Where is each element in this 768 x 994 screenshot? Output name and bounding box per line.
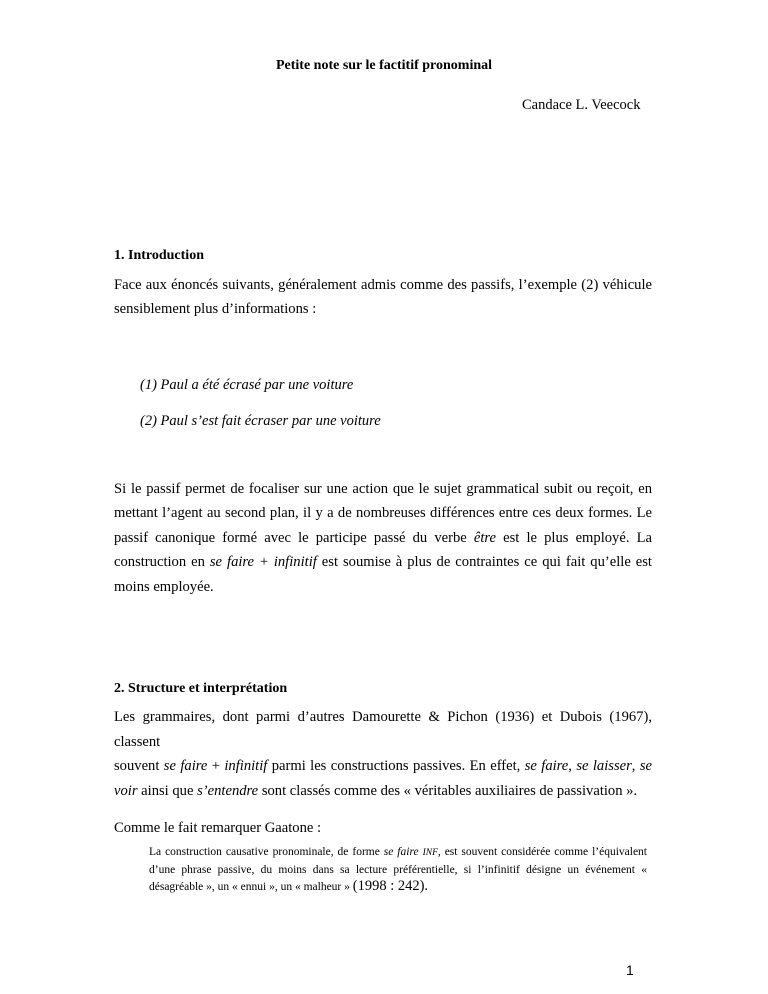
text-line: Les grammaires, dont parmi d’autres Damourette & Pichon (1936) et Dubois (1967), classent xyxy=(114,709,652,750)
document-title: Petite note sur le factitif pronominal xyxy=(275,58,493,73)
section-heading-introduction: 1. Introduction xyxy=(114,248,204,263)
structure-paragraph-1 xyxy=(114,705,652,803)
intro-paragraph-2 xyxy=(114,477,652,599)
section-heading-structure: 2. Structure et interprétation xyxy=(114,681,288,696)
text-line: sensiblement plus d’informations : xyxy=(114,301,317,317)
structure-paragraph-2: Comme le fait remarquer Gaatone : xyxy=(114,820,322,836)
author-name: Candace L. Veecock xyxy=(522,97,641,113)
text-line: moins employée. xyxy=(114,578,214,595)
example-2: (2) Paul s’est fait écraser par une voiture xyxy=(140,413,381,429)
text-line: Face aux énoncés suivants, généralement admis comme des passifs, l’exemple (2) véhicule xyxy=(114,277,652,293)
text-line: voir ainsi que s’entendre sont classés comme des « véritables auxiliaires de passivation ». xyxy=(114,782,638,799)
text-line: souvent se faire + infinitif parmi les constructions passives. En effet, se faire, se laisser, se xyxy=(114,758,653,774)
example-1: (1) Paul a été écrasé par une voiture xyxy=(140,377,354,393)
text-line: passif canonique formé avec le participe passé du verbe être est le plus employé. La xyxy=(114,529,652,546)
text-line: mettant l’agent au second plan, il y a de nombreuses différences entre ces deux formes. Le xyxy=(114,505,652,522)
text-line: Si le passif permet de focaliser sur une action que le sujet grammatical subit ou reçoit, en xyxy=(114,481,652,497)
page-number: 1 xyxy=(626,962,634,978)
text-line: construction en se faire + infinitif est soumise à plus de contraintes ce qui fait qu’elle est xyxy=(114,554,652,571)
block-quote: La construction causative pronominale, de forme se faire INF, est souvent considérée comme l’équivalent d’une phrase passive, du moins dans sa lecture préférentielle, si l’infinitif désigne un événement « désagréable », un « ennui », un « malheur » (1998 : 242). xyxy=(149,846,647,894)
quote-citation: (1998 : 242). xyxy=(352,878,429,894)
intro-paragraph-1 xyxy=(114,273,652,321)
